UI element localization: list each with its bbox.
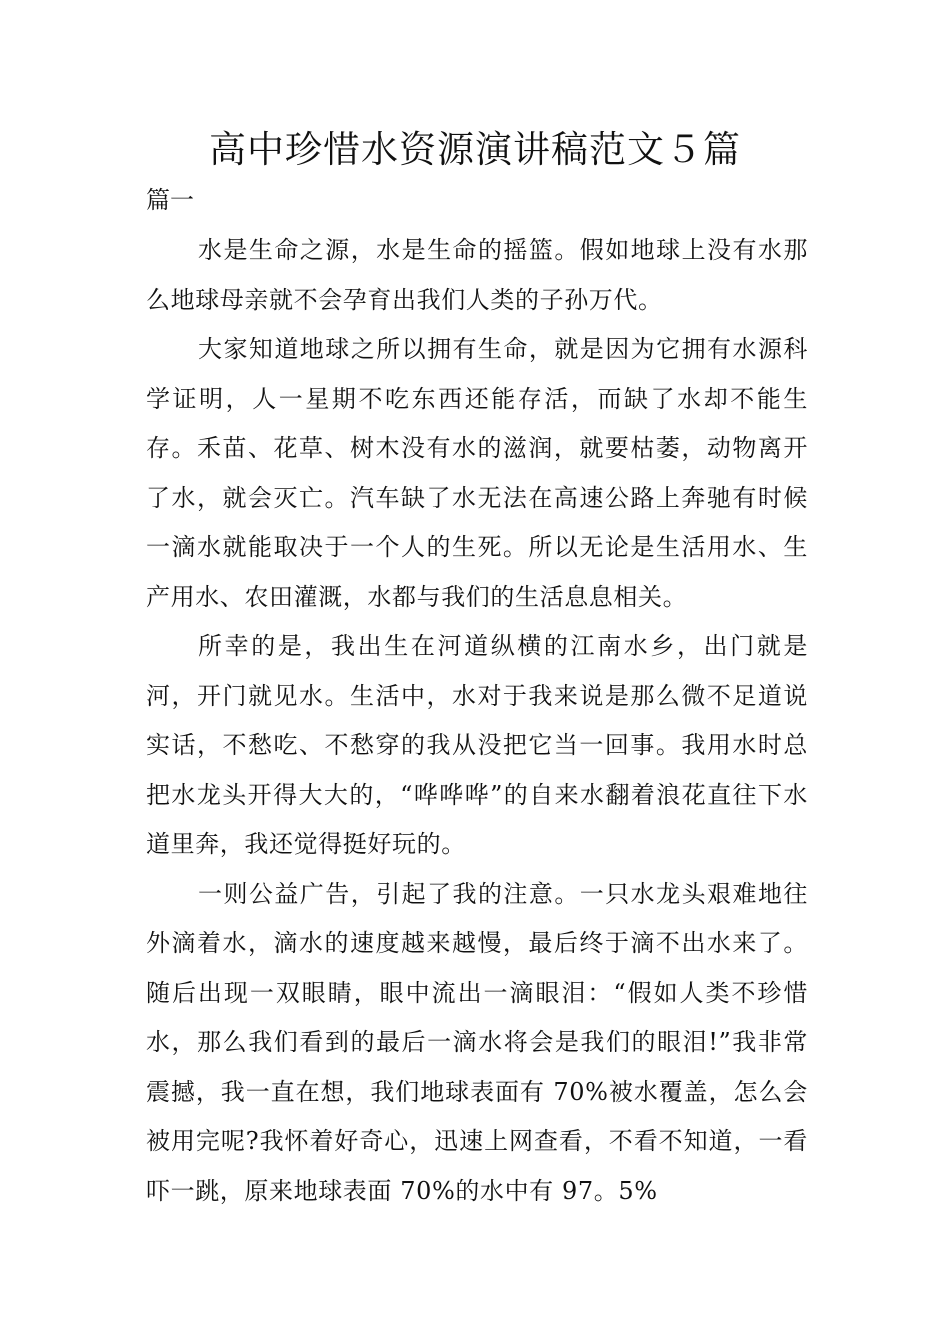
paragraph-4: 一则公益广告，引起了我的注意。一只水龙头艰难地往外滴着水，滴水的速度越来越慢，最后终于滴不出水来了。随后出现一双眼睛，眼中流出一滴眼泪：“假如人类不珍惜水，那么我们看到的最后一滴水将会是我们的眼泪!”我非常震撼，我一直在想，我们地球表面有 70%被水覆盖，怎么会被用完呢?我怀着好奇心，迅速上网查看，不看不知道，一看吓一跳，原来地球表面 70%的水中有 97。5% bbox=[146, 879, 808, 1205]
section-label: 篇一 bbox=[146, 186, 194, 214]
paragraph-2: 大家知道地球之所以拥有生命，就是因为它拥有水源科学证明，人一星期不吃东西还能存活，而缺了水却不能生存。禾苗、花草、树木没有水的滋润，就要枯萎，动物离开了水，就会灭亡。汽车缺了水无法在高速公路上奔驰有时候一滴水就能取决于一个人的生死。所以无论是生活用水、生产用水、农田灌溉，水都与我们的生活息息相关。 bbox=[146, 335, 808, 611]
paragraph-3: 所幸的是，我出生在河道纵横的江南水乡，出门就是河，开门就见水。生活中，水对于我来说是那么微不足道说实话，不愁吃、不愁穿的我从没把它当一回事。我用水时总把水龙头开得大大的，“哗哗哗”的自来水翻着浪花直往下水道里奔，我还觉得挺好玩的。 bbox=[146, 632, 808, 858]
document-body bbox=[146, 226, 808, 1216]
paragraph-1: 水是生命之源，水是生命的摇篮。假如地球上没有水那么地球母亲就不会孕育出我们人类的子孙万代。 bbox=[146, 236, 808, 314]
document-title: 高中珍惜水资源演讲稿范文５篇 bbox=[209, 128, 741, 171]
